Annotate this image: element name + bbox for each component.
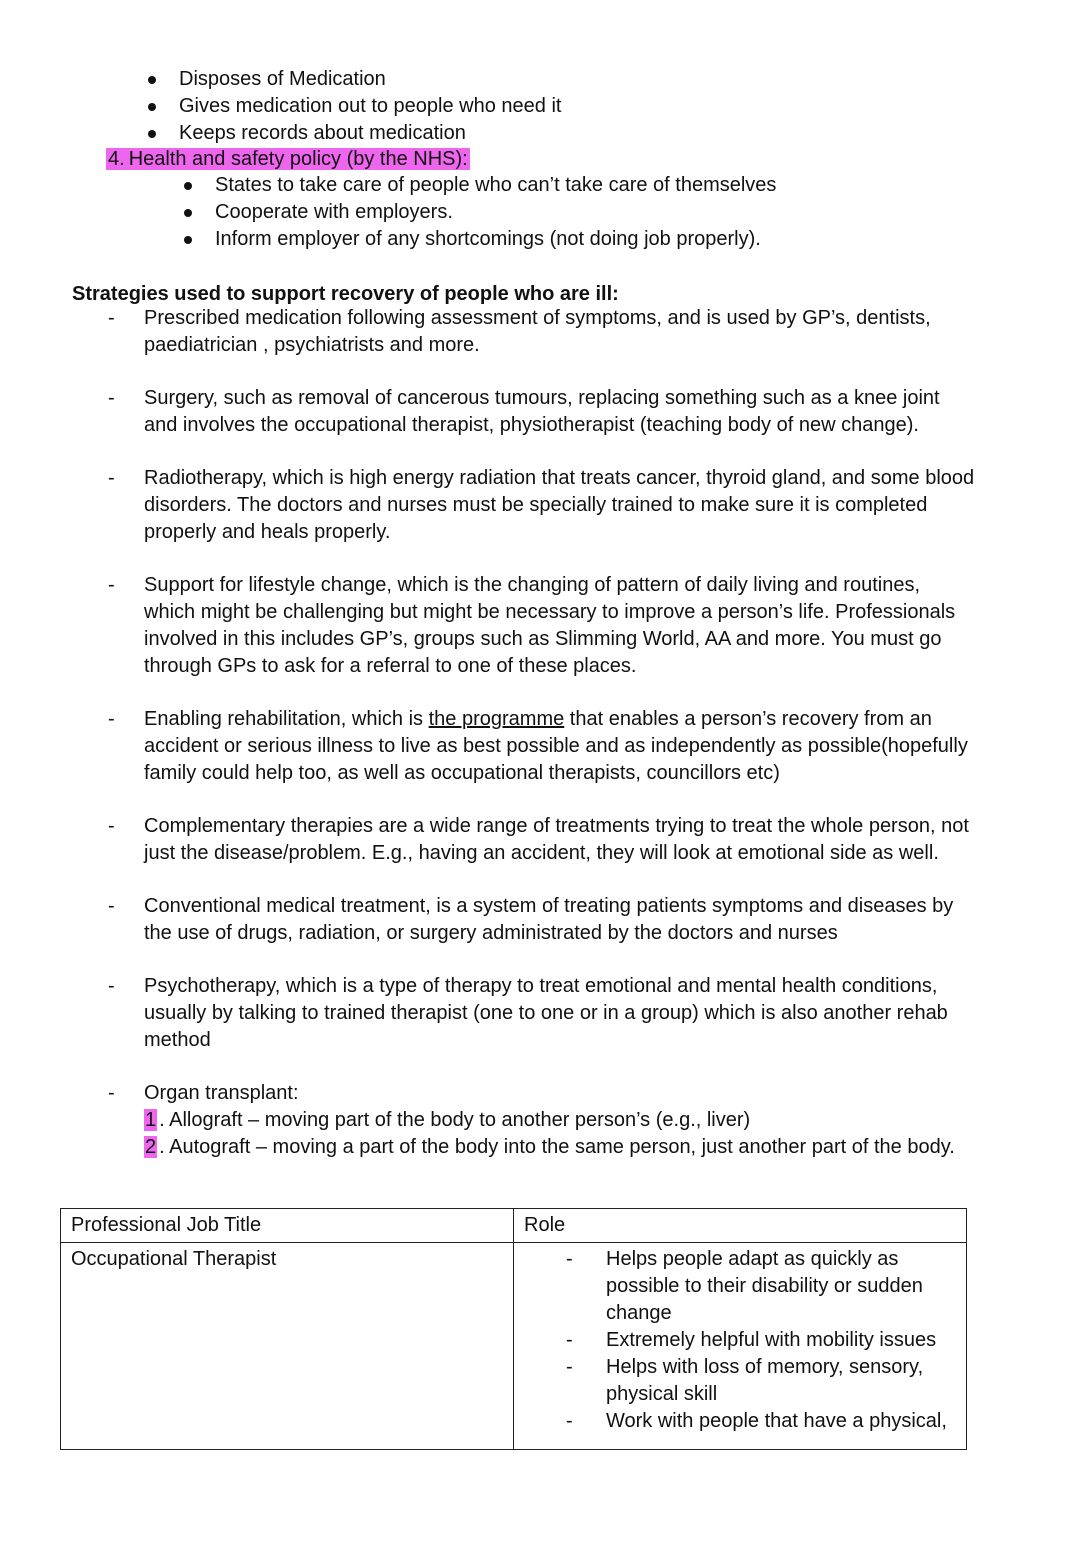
table-row	[61, 1243, 967, 1450]
role-list	[524, 1246, 956, 1435]
sub-item-number: 2	[145, 1136, 157, 1158]
column-header: Professional Job Title	[61, 1209, 514, 1243]
strategy-item: - Complementary therapies are a wide range of treatments trying to treat the whole person, not just the disease/problem. E.g., having an accident, they will look at emotional side as well.	[106, 813, 976, 867]
sub-item-number: 1	[145, 1109, 157, 1131]
strategy-item: - Psychotherapy, which is a type of therapy to treat emotional and mental health conditions, usually by talking to trained therapist (one to one or in a group) which is also another rehab method	[106, 973, 976, 1054]
list-item: Cooperate with employers.	[181, 199, 776, 226]
list-item: Keeps records about medication	[145, 120, 561, 147]
policy-heading	[106, 146, 470, 172]
list-item: States to take care of people who can’t take care of themselves	[181, 172, 776, 199]
role-item: - Extremely helpful with mobility issues	[596, 1327, 956, 1354]
strategies-heading: Strategies used to support recovery of people who are ill:	[72, 283, 619, 305]
strategy-item	[106, 706, 976, 787]
list-item: Disposes of Medication	[145, 66, 561, 93]
role-item: - Work with people that have a physical,	[596, 1408, 956, 1435]
column-header: Role	[514, 1209, 967, 1243]
pharmacist-duties-list	[145, 66, 561, 147]
sub-item-text: . Allograft – moving part of the body to another person’s (e.g., liver)	[159, 1109, 751, 1131]
professional-roles-table	[60, 1208, 967, 1450]
strategy-item: - Prescribed medication following assessment of symptoms, and is used by GP’s, dentists, paediatrician , psychiatrists and more.	[106, 305, 976, 359]
job-title-cell: Occupational Therapist	[61, 1243, 514, 1450]
strategy-item: - Radiotherapy, which is high energy radiation that treats cancer, thyroid gland, and some blood disorders. The doctors and nurses must be specially trained to make sure it is completed properly and heals properly.	[106, 465, 976, 546]
policy-heading-highlight	[106, 148, 470, 170]
strategy-item-organ-transplant	[106, 1080, 976, 1161]
strategy-text: that enables a person’s recovery from an accident or serious illness to live as best possible and as independently as possible(hopefully family could help too, as well as occupational therapists, councillors etc)	[144, 708, 968, 784]
strategy-item: - Support for lifestyle change, which is the changing of pattern of daily living and routines, which might be challenging but might be necessary to improve a person’s life. Professionals involved in this includes GP’s, groups such as Slimming World, AA and more. You must go through GPs to ask for a referral to one of these places.	[106, 572, 976, 680]
organ-sub-item	[144, 1134, 976, 1161]
role-item: - Helps with loss of memory, sensory, physical skill	[596, 1354, 956, 1408]
policy-heading-text: Health and safety policy (by the NHS):	[128, 148, 468, 170]
list-item: Gives medication out to people who need it	[145, 93, 561, 120]
organ-transplant-title: - Organ transplant:	[144, 1082, 299, 1104]
role-cell	[514, 1243, 967, 1450]
list-item: Inform employer of any shortcomings (not doing job properly).	[181, 226, 776, 253]
policy-number: 4.	[108, 148, 125, 170]
strategy-item: - Conventional medical treatment, is a system of treating patients symptoms and diseases by the use of drugs, radiation, or surgery administrated by the doctors and nurses	[106, 893, 976, 947]
sub-item-text: . Autograft – moving a part of the body into the same person, just another part of the body.	[159, 1136, 955, 1158]
role-item: - Helps people adapt as quickly as possible to their disability or sudden change	[596, 1246, 956, 1327]
strategy-item: - Surgery, such as removal of cancerous tumours, replacing something such as a knee joint and involves the occupational therapist, physiotherapist (teaching body of new change).	[106, 385, 976, 439]
underlined-phrase: the programme	[428, 708, 565, 730]
strategy-text: Enabling rehabilitation, which is	[144, 708, 429, 730]
table-header-row	[61, 1209, 967, 1243]
policy-bullet-list	[181, 172, 776, 253]
strategies-list	[106, 305, 976, 1161]
organ-sub-item	[144, 1107, 976, 1134]
